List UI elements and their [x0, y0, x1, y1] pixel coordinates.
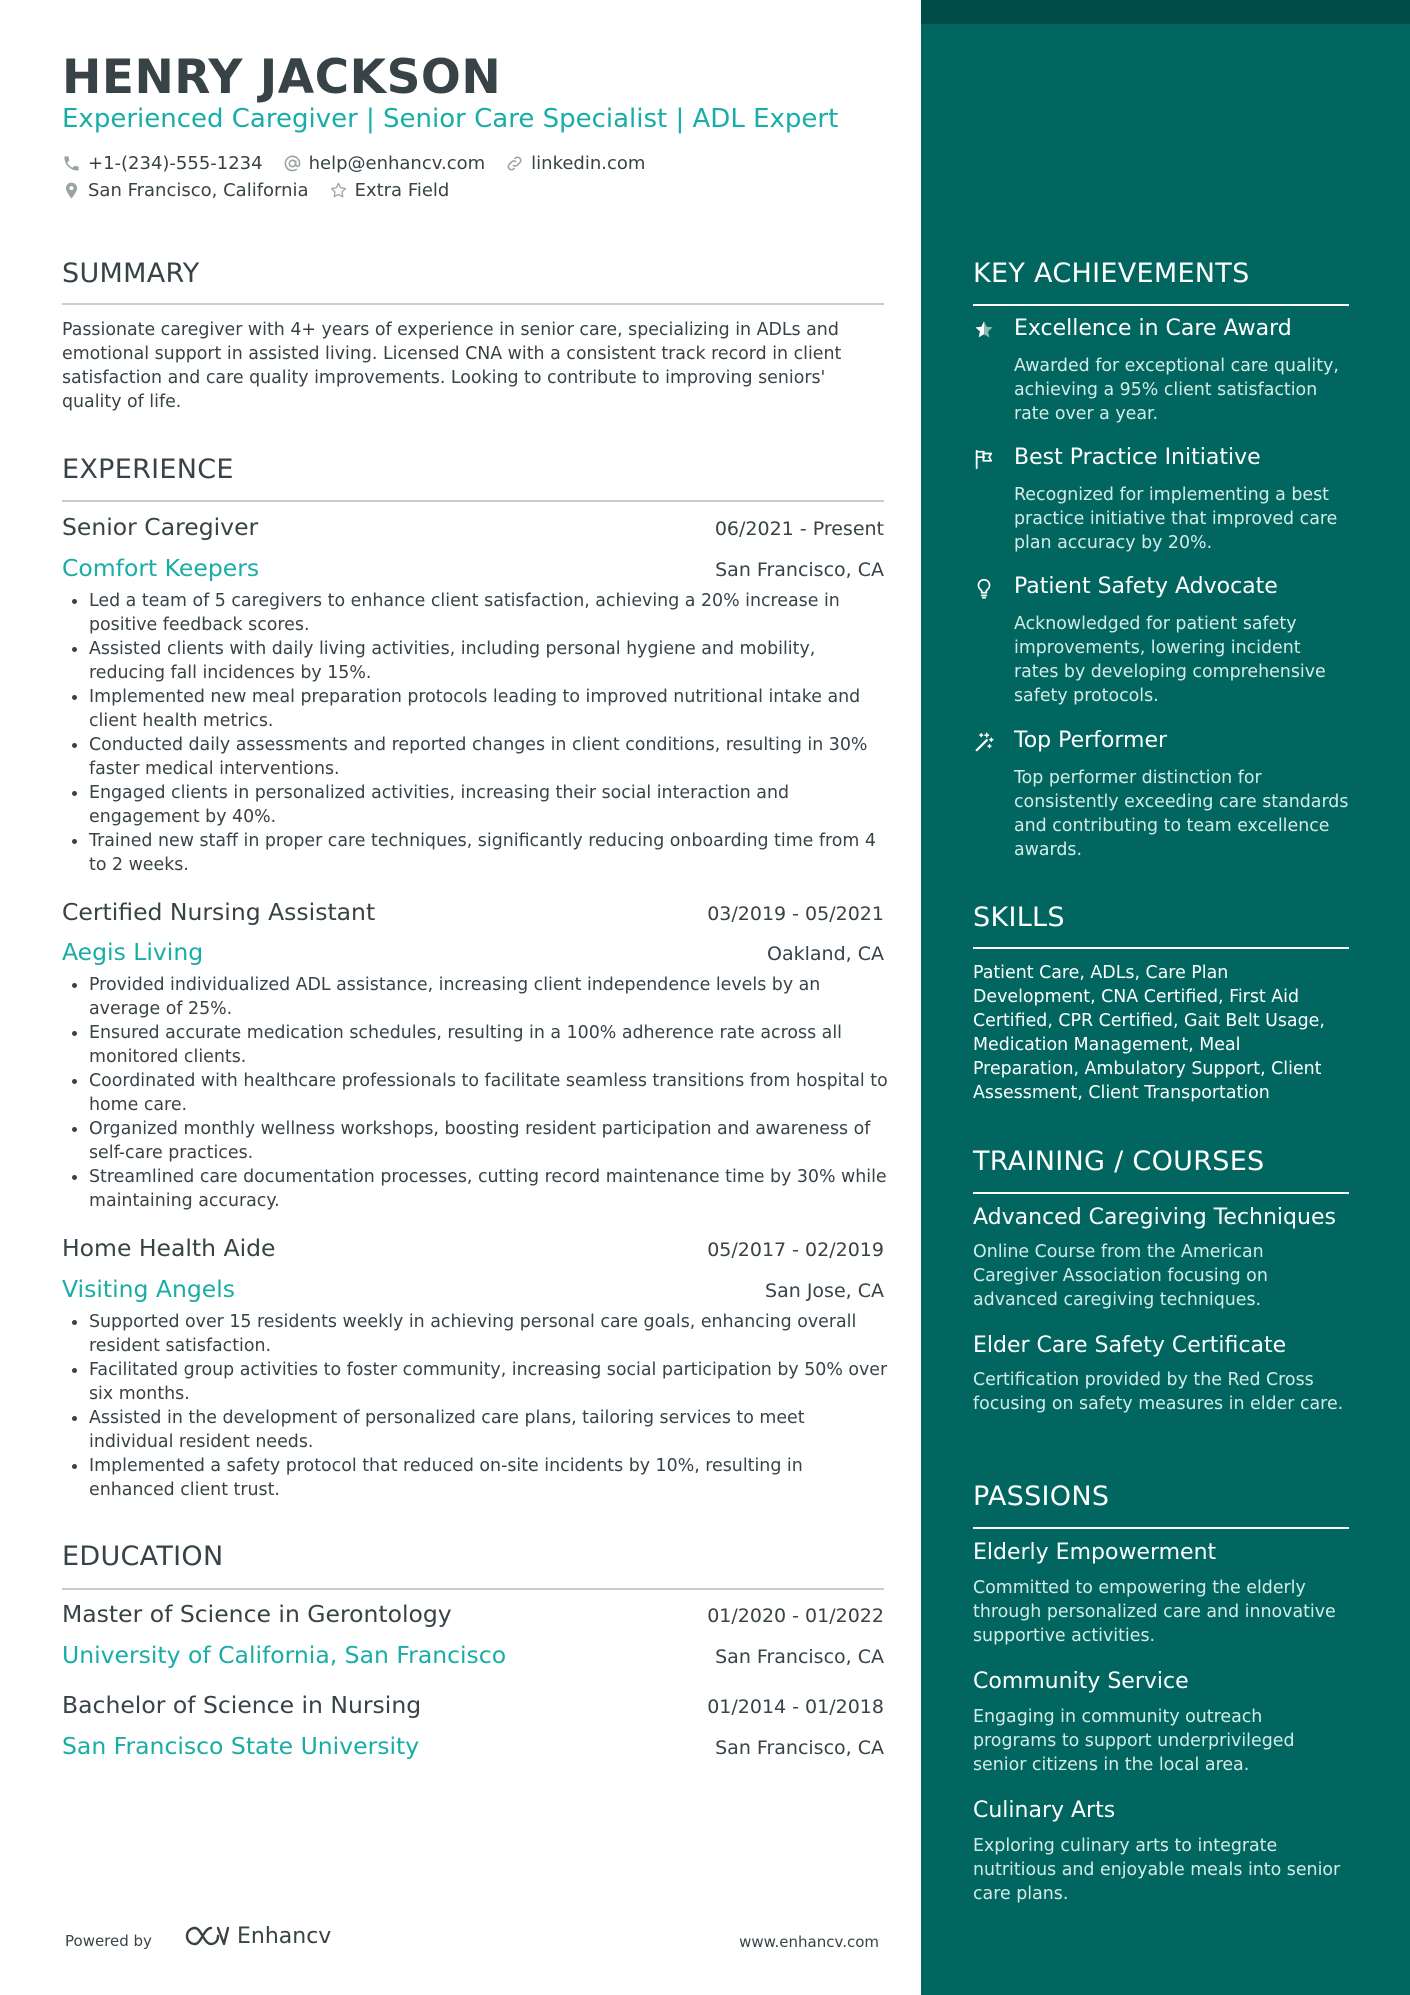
list-item: Facilitated group activities to foster community, increasing social participation by 50% over six months.: [62, 1358, 892, 1406]
summary-divider: [62, 303, 884, 305]
skills-divider: [973, 947, 1349, 949]
star-outline-icon: [329, 181, 348, 200]
candidate-name: HENRY JACKSON: [62, 50, 502, 105]
training-title: TRAINING / COURSES: [973, 1146, 1265, 1177]
passion-2-desc: Engaging in community outreach programs to support underprivileged senior citizens in the local area.: [973, 1707, 1295, 1775]
achievement-3-title: Patient Safety Advocate: [1014, 574, 1278, 599]
experience-divider: [62, 500, 884, 502]
job-3-company: Visiting Angels: [62, 1275, 236, 1303]
job-1-company: Comfort Keepers: [62, 554, 260, 582]
job-1-role: Senior Caregiver: [62, 513, 259, 541]
headline: Experienced Caregiver | Senior Care Specialist | ADL Expert: [62, 104, 839, 134]
edu-2-header: [62, 1691, 884, 1719]
summary-text: Passionate caregiver with 4+ years of experience in senior care, specializing in ADLs and emotional support in assisted living. Licensed CNA with a consistent track record in client satisfaction and care quality improvements. Looking to contribute to improving seniors' quality of life.: [62, 320, 842, 412]
achievement-2-title: Best Practice Initiative: [1014, 445, 1261, 470]
achievement-3-desc: Acknowledged for patient safety improvements, lowering incident rates by developing comprehensive safety protocols.: [1014, 614, 1326, 706]
job-1-subheader: [62, 554, 884, 582]
training-1-desc: Online Course from the American Caregiver Association focusing on advanced caregiving techniques.: [973, 1242, 1268, 1310]
sidebar-top-band: [921, 0, 1410, 24]
list-item: Implemented a safety protocol that reduced on-site incidents by 10%, resulting in enhanced client trust.: [62, 1454, 892, 1502]
achievements-divider: [973, 304, 1349, 306]
edu-2-location: San Francisco, CA: [715, 1737, 884, 1759]
achievement-4-desc: Top performer distinction for consistently exceeding care standards and contributing to team excellence awards.: [1014, 768, 1349, 860]
list-item: Organized monthly wellness workshops, boosting resident participation and awareness of self-care practices.: [62, 1117, 892, 1165]
job-1-location: San Francisco, CA: [715, 559, 884, 581]
contact-linkedin[interactable]: [505, 153, 645, 174]
achievement-1-title: Excellence in Care Award: [1014, 316, 1292, 341]
edu-1-location: San Francisco, CA: [715, 1646, 884, 1668]
location-text: San Francisco, California: [88, 180, 309, 201]
lightbulb-icon: [973, 577, 995, 599]
list-item: Supported over 15 residents weekly in achieving personal care goals, enhancing overall resident satisfaction.: [62, 1310, 892, 1358]
edu-1-subheader: [62, 1641, 884, 1669]
passion-3-desc: Exploring culinary arts to integrate nutritious and enjoyable meals into senior care plans.: [973, 1836, 1341, 1904]
enhancv-logo[interactable]: [183, 1923, 331, 1949]
contact-phone[interactable]: [62, 153, 263, 174]
passion-1-desc: Committed to empowering the elderly through personalized care and innovative supportive activities.: [973, 1578, 1336, 1646]
job-2-dates: 03/2019 - 05/2021: [707, 903, 884, 925]
list-item: Coordinated with healthcare professionals to facilitate seamless transitions from hospital to home care.: [62, 1069, 892, 1117]
email-text: help@enhancv.com: [308, 153, 486, 174]
achievement-4-title: Top Performer: [1014, 728, 1168, 753]
achievement-2-desc: Recognized for implementing a best practice initiative that improved care plan accuracy by 20%.: [1014, 485, 1338, 553]
edu-2-school: San Francisco State University: [62, 1732, 420, 1760]
sidebar: [921, 0, 1410, 1995]
edu-1-school: University of California, San Francisco: [62, 1641, 507, 1669]
list-item: Engaged clients in personalized activities, increasing their social interaction and engagement by 40%.: [62, 781, 892, 829]
list-item: Ensured accurate medication schedules, resulting in a 100% adherence rate across all monitored clients.: [62, 1021, 892, 1069]
job-1-header: [62, 513, 884, 541]
passions-divider: [973, 1527, 1349, 1529]
education-divider: [62, 1588, 884, 1590]
edu-1-header: [62, 1600, 884, 1628]
contact-row-2: [62, 180, 469, 201]
link-icon: [505, 154, 524, 173]
skills-text: Patient Care, ADLs, Care Plan Development, CNA Certified, First Aid Certified, CPR Certified, Gait Belt Usage, Medication Management, Meal Preparation, Ambulatory Support, Client Assessment, Client Transportation: [973, 963, 1325, 1103]
passion-2-title: Community Service: [973, 1669, 1189, 1694]
job-3-bullets: [62, 1310, 892, 1502]
at-sign-icon: [283, 154, 302, 173]
edu-1-dates: 01/2020 - 01/2022: [707, 1605, 884, 1627]
achievement-1-desc: Awarded for exceptional care quality, achieving a 95% client satisfaction rate over a year.: [1014, 356, 1339, 424]
star-icon: [973, 319, 995, 341]
training-2-desc: Certification provided by the Red Cross focusing on safety measures in elder care.: [973, 1370, 1344, 1414]
edu-2-degree: Bachelor of Science in Nursing: [62, 1691, 422, 1719]
summary-title: SUMMARY: [62, 258, 200, 289]
brand-name: Enhancv: [237, 1923, 332, 1949]
list-item: Assisted in the development of personalized care plans, tailoring services to meet individual resident needs.: [62, 1406, 892, 1454]
list-item: Assisted clients with daily living activities, including personal hygiene and mobility, reducing fall incidences by 15%.: [62, 637, 892, 685]
list-item: Provided individualized ADL assistance, increasing client independence levels by an average of 25%.: [62, 973, 892, 1021]
job-2-bullets: [62, 973, 892, 1213]
job-2-location: Oakland, CA: [767, 943, 884, 965]
website-link[interactable]: www.enhancv.com: [739, 1933, 879, 1951]
passion-3-title: Culinary Arts: [973, 1798, 1116, 1823]
job-2-role: Certified Nursing Assistant: [62, 898, 376, 926]
edu-2-dates: 01/2014 - 01/2018: [707, 1696, 884, 1718]
contact-extra: [329, 180, 450, 201]
training-divider: [973, 1192, 1349, 1194]
flag-icon: [973, 448, 995, 470]
contact-email[interactable]: [283, 153, 486, 174]
magic-wand-icon: [973, 731, 995, 753]
contact-location: [62, 180, 309, 201]
achievements-title: KEY ACHIEVEMENTS: [973, 258, 1250, 289]
edu-2-subheader: [62, 1732, 884, 1760]
experience-title: EXPERIENCE: [62, 454, 234, 485]
passion-1-title: Elderly Empowerment: [973, 1540, 1217, 1565]
contact-row-1: [62, 153, 665, 174]
powered-by-label: Powered by: [65, 1932, 152, 1950]
job-3-location: San Jose, CA: [765, 1280, 884, 1302]
list-item: Trained new staff in proper care techniques, significantly reducing onboarding time from 4 to 2 weeks.: [62, 829, 892, 877]
passions-title: PASSIONS: [973, 1481, 1110, 1512]
list-item: Conducted daily assessments and reported changes in client conditions, resulting in 30% faster medical interventions.: [62, 733, 892, 781]
job-1-dates: 06/2021 - Present: [714, 518, 884, 540]
list-item: Implemented new meal preparation protocols leading to improved nutritional intake and client health metrics.: [62, 685, 892, 733]
education-title: EDUCATION: [62, 1541, 224, 1572]
job-3-role: Home Health Aide: [62, 1234, 276, 1262]
training-2-title: Elder Care Safety Certificate: [973, 1333, 1287, 1358]
edu-1-degree: Master of Science in Gerontology: [62, 1600, 452, 1628]
phone-text: +1-(234)-555-1234: [88, 153, 263, 174]
job-3-subheader: [62, 1275, 884, 1303]
job-3-dates: 05/2017 - 02/2019: [707, 1239, 884, 1261]
list-item: Led a team of 5 caregivers to enhance client satisfaction, achieving a 20% increase in positive feedback scores.: [62, 589, 892, 637]
phone-icon: [62, 154, 81, 173]
job-2-header: [62, 898, 884, 926]
skills-title: SKILLS: [973, 902, 1065, 933]
extra-text: Extra Field: [354, 180, 450, 201]
training-1-title: Advanced Caregiving Techniques: [973, 1205, 1336, 1230]
linkedin-text: linkedin.com: [531, 153, 646, 174]
job-3-header: [62, 1234, 884, 1262]
job-2-company: Aegis Living: [62, 938, 204, 966]
enhancv-logo-icon: [183, 1923, 229, 1949]
job-1-bullets: [62, 589, 892, 877]
job-2-subheader: [62, 938, 884, 966]
location-pin-icon: [62, 181, 81, 200]
list-item: Streamlined care documentation processes, cutting record maintenance time by 30% while maintaining accuracy.: [62, 1165, 892, 1213]
